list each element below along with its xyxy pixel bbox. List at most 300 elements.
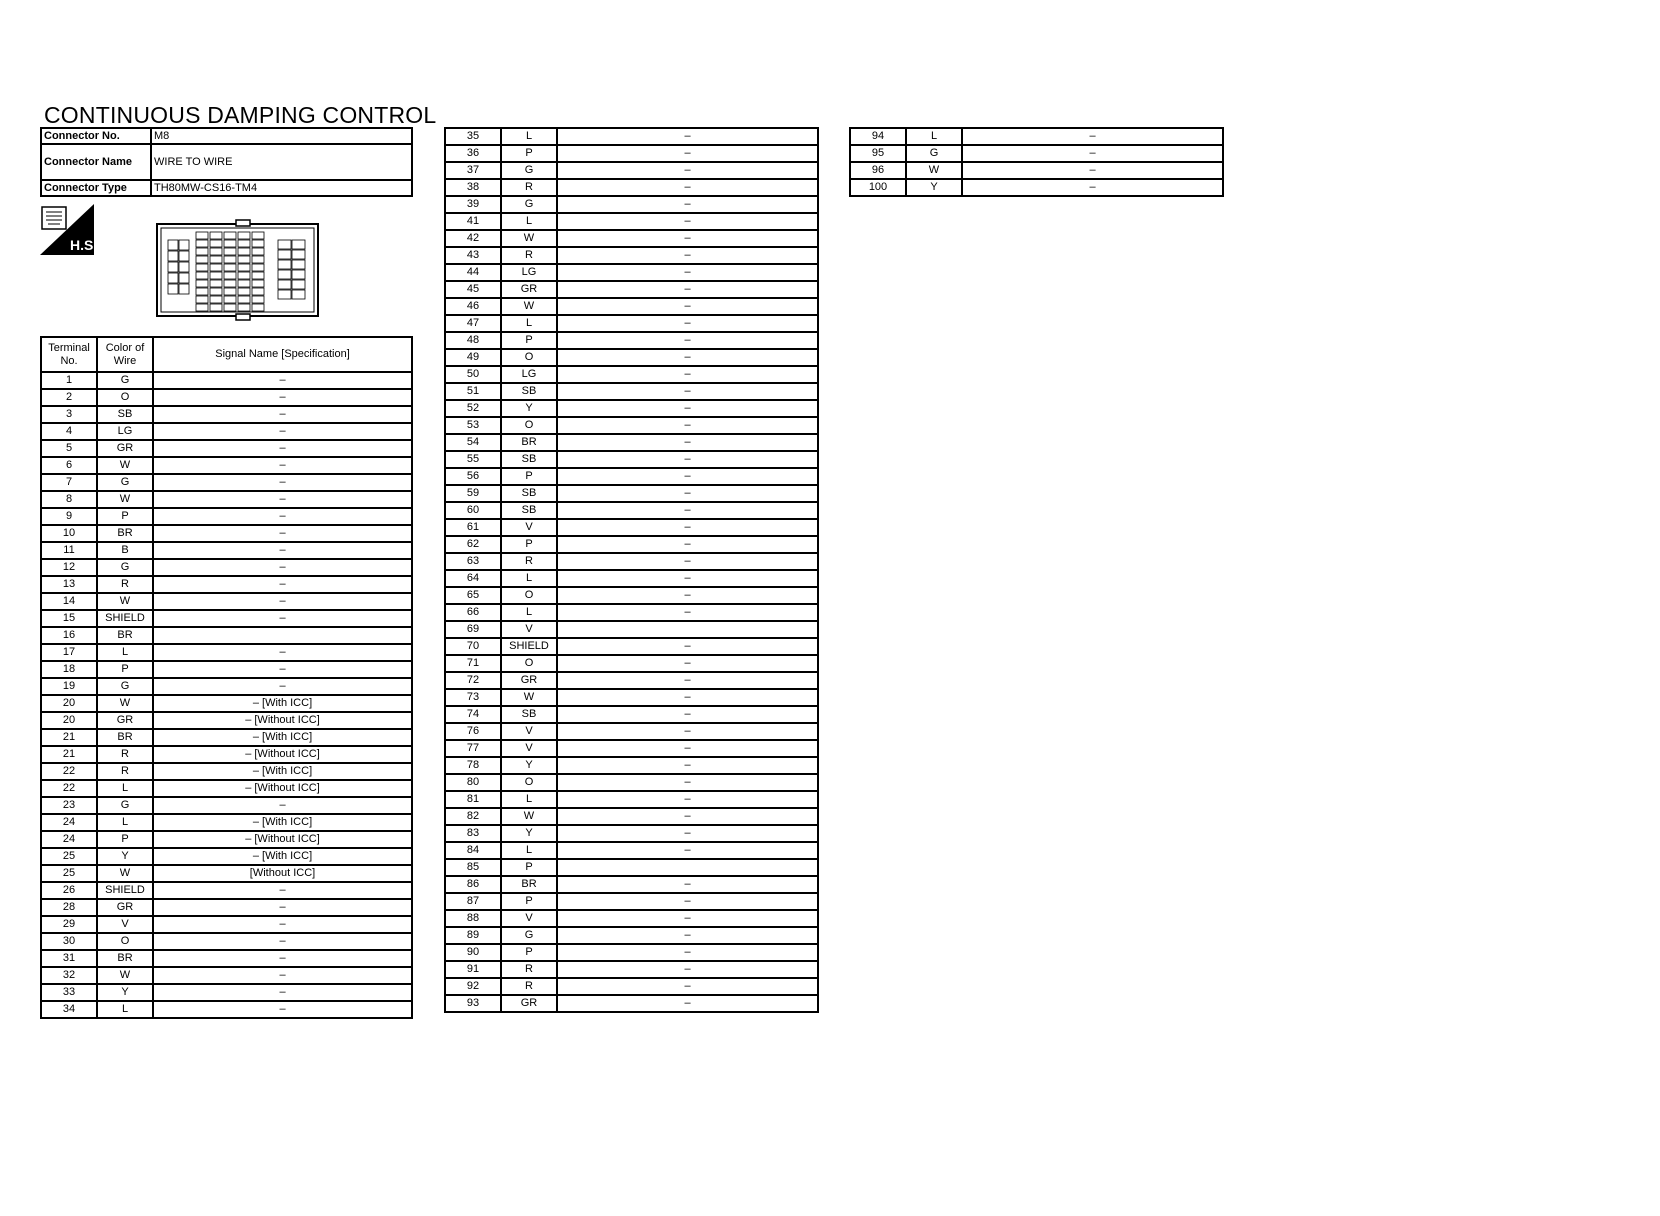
table-row [41, 848, 412, 865]
signal-name: – [153, 389, 412, 406]
wire-color: W [97, 593, 153, 610]
wire-color: P [501, 944, 557, 961]
terminal-no: 53 [445, 417, 501, 434]
wire-color: W [97, 695, 153, 712]
signal-name: – [With ICC] [153, 763, 412, 780]
wire-color: W [501, 808, 557, 825]
wire-color: O [501, 774, 557, 791]
table-row [41, 712, 412, 729]
table-row [445, 400, 818, 417]
signal-name: – [153, 882, 412, 899]
wire-color: SHIELD [97, 610, 153, 627]
table-row [445, 995, 818, 1012]
table-row [41, 814, 412, 831]
signal-name: – [557, 893, 818, 910]
terminal-no: 24 [41, 831, 97, 848]
signal-name: – [557, 468, 818, 485]
wire-color: W [97, 491, 153, 508]
connector-type-label: Connector Type [41, 180, 151, 196]
terminal-no: 51 [445, 383, 501, 400]
signal-name: – [153, 1001, 412, 1018]
signal-name: – [557, 570, 818, 587]
signal-name: – [557, 502, 818, 519]
terminal-no: 83 [445, 825, 501, 842]
table-row [445, 570, 818, 587]
terminal-no: 47 [445, 315, 501, 332]
terminal-no: 31 [41, 950, 97, 967]
wire-color: R [501, 961, 557, 978]
table-row [445, 672, 818, 689]
wire-color: GR [501, 995, 557, 1012]
terminal-no: 9 [41, 508, 97, 525]
terminal-no: 39 [445, 196, 501, 213]
signal-name: – [153, 661, 412, 678]
terminal-no: 82 [445, 808, 501, 825]
terminal-no: 12 [41, 559, 97, 576]
signal-name: – [153, 576, 412, 593]
table-row [445, 417, 818, 434]
signal-name: – [557, 264, 818, 281]
connector-type-value: TH80MW-CS16-TM4 [151, 180, 412, 196]
table-row [445, 706, 818, 723]
table-row [445, 774, 818, 791]
terminal-no: 11 [41, 542, 97, 559]
connector-name-label: Connector Name [41, 144, 151, 180]
table-row [445, 383, 818, 400]
table-row [41, 423, 412, 440]
wire-color: SB [501, 502, 557, 519]
signal-name: – [557, 876, 818, 893]
signal-name: – [557, 944, 818, 961]
signal-name: – [153, 678, 412, 695]
wire-color: L [97, 814, 153, 831]
table-row [41, 508, 412, 525]
connector-face-diagram [156, 220, 319, 320]
wire-color: SHIELD [97, 882, 153, 899]
terminal-no: 25 [41, 848, 97, 865]
signal-name: – [557, 638, 818, 655]
table-row [41, 916, 412, 933]
terminal-no: 74 [445, 706, 501, 723]
table-row [41, 593, 412, 610]
wire-color: Y [97, 984, 153, 1001]
table-row [850, 128, 1223, 145]
terminal-no: 78 [445, 757, 501, 774]
terminal-no: 61 [445, 519, 501, 536]
signal-name: – [557, 587, 818, 604]
table-row [445, 349, 818, 366]
table-row [445, 740, 818, 757]
connector-name-value: WIRE TO WIRE [151, 144, 412, 180]
signal-name: [Without ICC] [153, 865, 412, 882]
terminal-no: 65 [445, 587, 501, 604]
signal-name: – [153, 610, 412, 627]
wire-color: LG [501, 264, 557, 281]
wire-color: L [97, 1001, 153, 1018]
signal-name: – [557, 417, 818, 434]
wire-color: O [97, 389, 153, 406]
terminal-no: 23 [41, 797, 97, 814]
wire-color: P [97, 661, 153, 678]
signal-name: – [153, 797, 412, 814]
terminal-no: 1 [41, 372, 97, 389]
terminal-no: 13 [41, 576, 97, 593]
wire-color: O [501, 587, 557, 604]
table-row [41, 865, 412, 882]
terminal-no: 14 [41, 593, 97, 610]
table-row [41, 627, 412, 644]
signal-name: – [557, 128, 818, 145]
wire-color: P [97, 831, 153, 848]
signal-name: – [153, 406, 412, 423]
terminal-no: 46 [445, 298, 501, 315]
signal-name: – [557, 281, 818, 298]
signal-name: – [557, 689, 818, 706]
terminal-no: 42 [445, 230, 501, 247]
table-row [445, 485, 818, 502]
wire-color: SB [97, 406, 153, 423]
terminal-no: 96 [850, 162, 906, 179]
table-row [445, 434, 818, 451]
table-row [41, 389, 412, 406]
terminal-no: 71 [445, 655, 501, 672]
table-row [850, 145, 1223, 162]
terminal-no: 90 [445, 944, 501, 961]
terminal-no: 81 [445, 791, 501, 808]
signal-name: – [557, 740, 818, 757]
table-row [41, 780, 412, 797]
wire-color: SB [501, 383, 557, 400]
table-row [445, 808, 818, 825]
signal-name: – [153, 491, 412, 508]
wire-color: W [501, 689, 557, 706]
terminal-no: 69 [445, 621, 501, 638]
signal-name: – [153, 559, 412, 576]
wire-color: L [97, 644, 153, 661]
signal-name: – [153, 933, 412, 950]
terminal-no: 84 [445, 842, 501, 859]
table-row [41, 729, 412, 746]
wire-color: L [501, 213, 557, 230]
wire-color: R [97, 763, 153, 780]
table-row [41, 576, 412, 593]
table-row [41, 797, 412, 814]
wire-color: G [97, 797, 153, 814]
signal-name: – [153, 916, 412, 933]
signal-name: – [153, 967, 412, 984]
signal-name: – [557, 485, 818, 502]
terminal-no: 15 [41, 610, 97, 627]
signal-name: – [557, 519, 818, 536]
signal-name [153, 627, 412, 644]
terminal-no: 33 [41, 984, 97, 1001]
table-row [445, 281, 818, 298]
wire-color: W [501, 230, 557, 247]
wire-color: L [501, 570, 557, 587]
signal-name: – [153, 542, 412, 559]
wire-color: W [97, 865, 153, 882]
signal-name: – [153, 423, 412, 440]
wire-color: LG [97, 423, 153, 440]
signal-name: – [557, 791, 818, 808]
terminal-no: 63 [445, 553, 501, 570]
wire-color: BR [97, 729, 153, 746]
terminal-no: 6 [41, 457, 97, 474]
terminal-no: 36 [445, 145, 501, 162]
terminal-table-3 [849, 127, 1224, 197]
table-row [445, 842, 818, 859]
signal-name: – [557, 349, 818, 366]
terminal-no: 21 [41, 746, 97, 763]
wire-color: P [501, 332, 557, 349]
signal-name: – [557, 383, 818, 400]
wire-color: W [906, 162, 962, 179]
table-row [445, 655, 818, 672]
harness-side-icon [40, 204, 98, 255]
table-row [41, 831, 412, 848]
table-row [445, 927, 818, 944]
table-row [850, 162, 1223, 179]
terminal-no: 43 [445, 247, 501, 264]
table-row [445, 264, 818, 281]
connector-no-value: M8 [151, 128, 412, 144]
wire-color: Y [906, 179, 962, 196]
terminal-no: 8 [41, 491, 97, 508]
wire-color: GR [501, 672, 557, 689]
table-row [41, 559, 412, 576]
wire-color: G [97, 474, 153, 491]
table-row [41, 984, 412, 1001]
terminal-no: 30 [41, 933, 97, 950]
table-row [41, 933, 412, 950]
table-row [41, 372, 412, 389]
wire-color: SB [501, 485, 557, 502]
signal-name: – [With ICC] [153, 848, 412, 865]
wire-color: G [501, 196, 557, 213]
wire-color: V [501, 723, 557, 740]
table-row [445, 825, 818, 842]
signal-name: – [962, 162, 1223, 179]
signal-name: – [153, 593, 412, 610]
terminal-no: 73 [445, 689, 501, 706]
signal-name: – [557, 672, 818, 689]
table-row [445, 638, 818, 655]
wire-color: P [97, 508, 153, 525]
signal-name: – [557, 910, 818, 927]
signal-name: – [Without ICC] [153, 831, 412, 848]
signal-name: – [153, 525, 412, 542]
table-row [445, 587, 818, 604]
wire-color: GR [97, 899, 153, 916]
terminal-table-2 [444, 127, 819, 1013]
wire-color: SB [501, 451, 557, 468]
terminal-no: 55 [445, 451, 501, 468]
wire-color: BR [501, 434, 557, 451]
signal-name: – [962, 145, 1223, 162]
wire-color: B [97, 542, 153, 559]
wire-color: L [97, 780, 153, 797]
table-row [445, 366, 818, 383]
terminal-no: 62 [445, 536, 501, 553]
table-row [445, 604, 818, 621]
table-row [41, 525, 412, 542]
terminal-no: 50 [445, 366, 501, 383]
wire-color: V [501, 621, 557, 638]
table-row [445, 162, 818, 179]
table-row [445, 332, 818, 349]
table-row [41, 763, 412, 780]
terminal-no: 34 [41, 1001, 97, 1018]
wire-color: P [501, 859, 557, 876]
wire-color: G [97, 372, 153, 389]
terminal-no: 3 [41, 406, 97, 423]
table-row [445, 944, 818, 961]
wire-color: L [501, 791, 557, 808]
wire-color: L [501, 604, 557, 621]
table-row [41, 678, 412, 695]
wire-color: R [501, 247, 557, 264]
terminal-no: 93 [445, 995, 501, 1012]
terminal-no: 10 [41, 525, 97, 542]
signal-name: – [557, 774, 818, 791]
wire-color: Y [97, 848, 153, 865]
signal-name: – [Without ICC] [153, 780, 412, 797]
table-row [41, 610, 412, 627]
terminal-no: 95 [850, 145, 906, 162]
table-row [445, 247, 818, 264]
terminal-no: 41 [445, 213, 501, 230]
wire-color: Y [501, 825, 557, 842]
signal-name: – [557, 213, 818, 230]
table-row [445, 519, 818, 536]
signal-name: – [557, 825, 818, 842]
signal-name: – [153, 372, 412, 389]
table-row [41, 967, 412, 984]
wire-color: V [501, 740, 557, 757]
wire-color: SB [501, 706, 557, 723]
signal-name: – [557, 332, 818, 349]
table-row [445, 723, 818, 740]
table-row [445, 689, 818, 706]
terminal-no: 17 [41, 644, 97, 661]
wire-color: V [501, 519, 557, 536]
wire-color: V [97, 916, 153, 933]
header-color: Color of Wire [97, 337, 153, 372]
terminal-no: 72 [445, 672, 501, 689]
signal-name: – [153, 440, 412, 457]
terminal-no: 7 [41, 474, 97, 491]
table-row [445, 791, 818, 808]
signal-name: – [557, 230, 818, 247]
signal-name: – [153, 457, 412, 474]
terminal-no: 94 [850, 128, 906, 145]
wire-color: R [97, 746, 153, 763]
table-row [41, 695, 412, 712]
wire-color: W [97, 457, 153, 474]
wire-color: O [501, 349, 557, 366]
wire-color: G [906, 145, 962, 162]
table-row [445, 451, 818, 468]
terminal-no: 4 [41, 423, 97, 440]
table-row [41, 457, 412, 474]
wire-color: P [501, 536, 557, 553]
terminal-no: 100 [850, 179, 906, 196]
terminal-no: 20 [41, 712, 97, 729]
table-row [850, 179, 1223, 196]
table-row [41, 474, 412, 491]
wire-color: LG [501, 366, 557, 383]
terminal-no: 59 [445, 485, 501, 502]
signal-name: – [557, 162, 818, 179]
wire-color: R [501, 553, 557, 570]
terminal-no: 24 [41, 814, 97, 831]
wire-color: L [501, 315, 557, 332]
wire-color: SHIELD [501, 638, 557, 655]
terminal-no: 44 [445, 264, 501, 281]
table-row [445, 961, 818, 978]
table-row [41, 542, 412, 559]
signal-name: – [557, 400, 818, 417]
table-row [41, 644, 412, 661]
table-row [445, 876, 818, 893]
wire-color: R [501, 179, 557, 196]
table-row [41, 882, 412, 899]
signal-name: – [557, 808, 818, 825]
wire-color: P [501, 468, 557, 485]
table-row [445, 179, 818, 196]
signal-name: – [557, 706, 818, 723]
table-row [445, 213, 818, 230]
terminal-no: 25 [41, 865, 97, 882]
wire-color: R [501, 978, 557, 995]
wire-color: GR [97, 712, 153, 729]
terminal-no: 19 [41, 678, 97, 695]
wire-color: G [97, 678, 153, 695]
page-title: CONTINUOUS DAMPING CONTROL [44, 102, 437, 128]
table-row [445, 536, 818, 553]
terminal-no: 52 [445, 400, 501, 417]
terminal-no: 37 [445, 162, 501, 179]
terminal-no: 64 [445, 570, 501, 587]
header-terminal: Terminal No. [41, 337, 97, 372]
terminal-no: 29 [41, 916, 97, 933]
signal-name: – [557, 604, 818, 621]
wire-color: P [501, 893, 557, 910]
connector-no-label: Connector No. [41, 128, 151, 144]
signal-name: – [With ICC] [153, 695, 412, 712]
signal-name: – [557, 842, 818, 859]
signal-name: – [557, 196, 818, 213]
signal-name [557, 621, 818, 638]
signal-name: – [557, 757, 818, 774]
terminal-no: 89 [445, 927, 501, 944]
table-row [41, 440, 412, 457]
signal-name: – [962, 179, 1223, 196]
signal-name: – [Without ICC] [153, 746, 412, 763]
wire-color: W [97, 967, 153, 984]
signal-name: – [557, 655, 818, 672]
terminal-no: 86 [445, 876, 501, 893]
wire-color: GR [97, 440, 153, 457]
table-row [41, 661, 412, 678]
table-row [41, 950, 412, 967]
signal-name: – [153, 474, 412, 491]
wire-color: O [97, 933, 153, 950]
terminal-no: 5 [41, 440, 97, 457]
wire-color: L [501, 842, 557, 859]
header-signal: Signal Name [Specification] [153, 337, 412, 372]
table-row [41, 1001, 412, 1018]
